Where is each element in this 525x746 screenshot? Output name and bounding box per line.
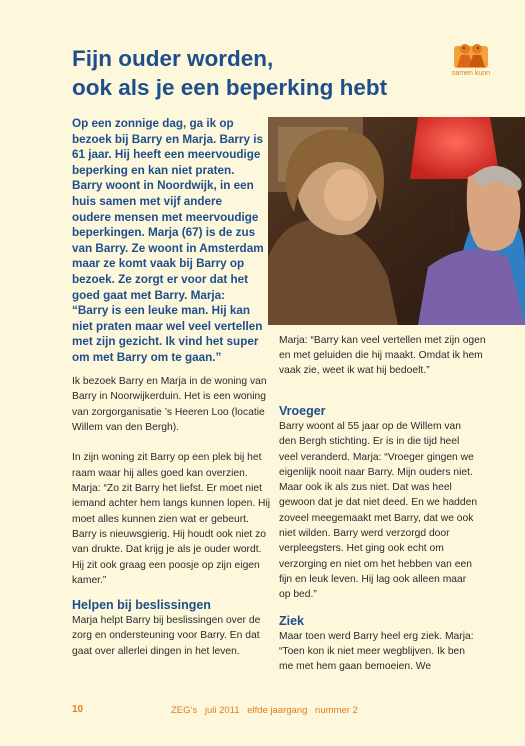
body-paragraph: Marja helpt Barry bij beslissingen over de zorg en ondersteuning voor Barry. En dat gaat over allerlei dingen in het leven. [72, 615, 261, 657]
magazine-name: ZEG’s [171, 705, 198, 716]
issue-date: juli 2011 [204, 705, 240, 716]
article-column-2 [279, 404, 479, 674]
samen-kunnen-logo [450, 40, 492, 84]
body-paragraph: Barry woont al 55 jaar op de Willem van den Bergh stichting. Er is in die tijd heel veel veranderd. Marja: “Vroeger gingen we eigenlijk nooit naar Barry. Mijn ouders niet. Maar ook ik als zus niet. Dat was heel gewoon dat je dat niet deed. En we hadden zoveel meegemaakt met Barry, dat we ook niet wilden. Barry werd verzorgd door verpleegsters. Het ging ook echt om verzorging en niet om het hebben van een fijn en leuk leven. Hij lag ook alleen maar op bed.” [279, 421, 478, 601]
section-heading: Helpen bij beslissingen [72, 598, 211, 613]
title-line-2: ook als je een beperking hebt [72, 75, 388, 100]
article-title [72, 44, 432, 102]
body-paragraph: Ik bezoek Barry en Marja in de woning van Barry in Noorwijkerduin. Het is een woning van zorgorganisatie ’s Heeren Loo (locatie Willem van den Bergh). [72, 376, 267, 433]
issue-number: nummer 2 [315, 705, 358, 716]
title-line-1: Fijn ouder worden, [72, 46, 274, 71]
logo-text: samen kunn [451, 70, 491, 77]
article-photo [268, 117, 525, 325]
body-paragraph: In zijn woning zit Barry op een plek bij het raam waar hij alles goed kan overzien. Marja: “Zo zit Barry het liefst. Er moet niet iemand achter hem langs kunnen lopen. Hij moet alles kunnen zien wat er gebeurt. Barry is nieuwsgierig. Hij houdt ook niet zo van drukte. Dat krijg je als je ouder wordt. Hij zit ook graag een poosje op zijn eigen kamer.” [72, 452, 271, 586]
section-heading: Ziek [279, 613, 305, 628]
intro-paragraph: Op een zonnige dag, ga ik op bezoek bij Barry en Marja. Barry is 61 jaar. Hij heeft een meervoudige beperking en kan niet praten. Barry woont in Noordwijk, in een huis samen met vijf andere oudere mensen met meervoudige beperkingen. Marja (67) is de zus van Barry. Ze woont in Amsterdam maar ze komt vaak bij Barry op bezoek. Ze zorgt er voor dat het goed gaat met Barry. Marja: “Barry is een leuke man. Hij kan niet praten maar wel veel vertellen met zijn gezicht. Ik vind het super om met Barry om te gaan.” [72, 117, 264, 364]
article-column-1 [72, 374, 272, 659]
two-figures-icon [454, 40, 488, 68]
body-paragraph: Maar toen werd Barry heel erg ziek. Marja: “Toen kon ik niet meer wegblijven. Ik ben me met hem gaan bemoeien. We [279, 630, 474, 673]
page-number: 10 [72, 704, 84, 715]
footer-info [171, 705, 363, 716]
edition: elfde jaargang [247, 705, 308, 716]
photo-caption: Marja: “Barry kan veel vertellen met zijn ogen en met geluiden die hij maakt. Omdat ik hem vaak zie, weet ik wat hij bedoelt.” [279, 335, 486, 376]
section-heading: Vroeger [279, 404, 326, 418]
